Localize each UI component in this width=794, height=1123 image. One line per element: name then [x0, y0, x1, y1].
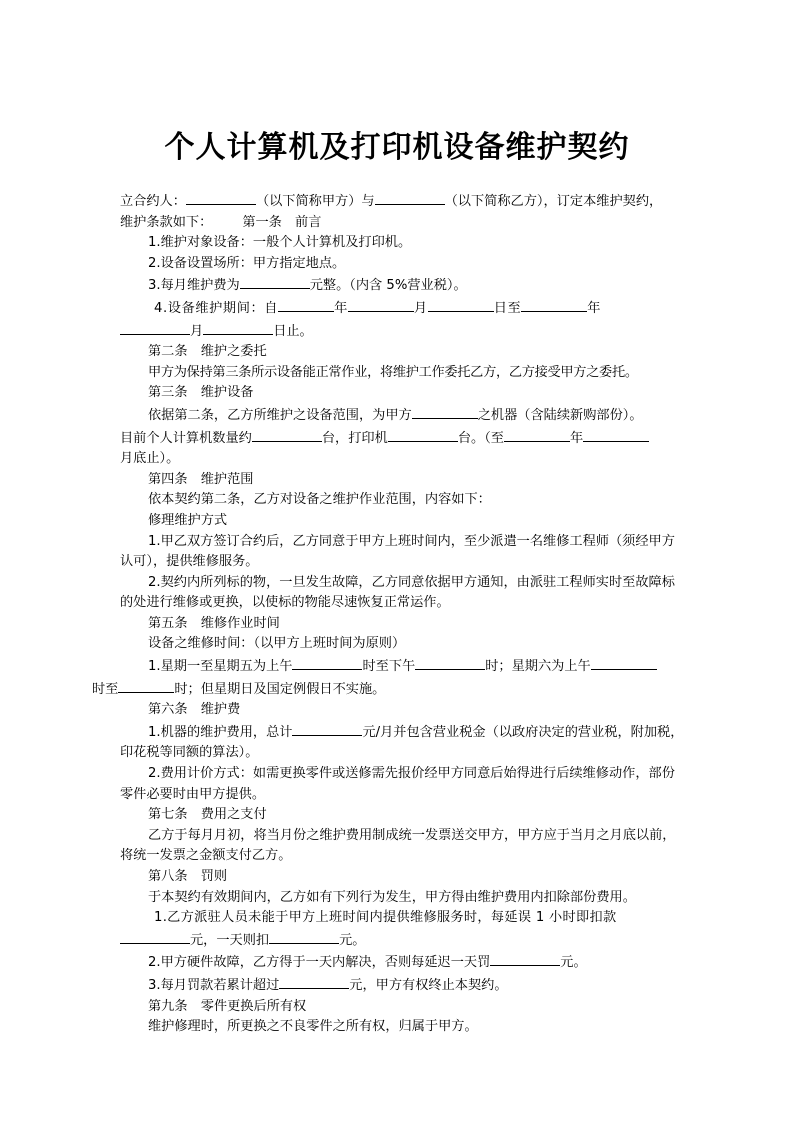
intro-text: （以下简称甲方）与	[255, 194, 375, 209]
clause-text: 年	[334, 300, 348, 316]
clause-text: 3.每月罚款若累计超过	[148, 977, 280, 993]
clause-1-4	[120, 297, 684, 320]
article-2-text: 甲方为保持第三条所示设备能正常作业，将维护工作委托乙方，乙方接受甲方之委托。	[148, 364, 638, 380]
article-4-intro: 依本契约第二条，乙方对设备之维护作业范围，内容如下：	[148, 492, 491, 508]
blank-field	[428, 297, 494, 312]
clause-8-1	[120, 908, 684, 929]
blank-field	[292, 721, 362, 736]
article-5-heading: 第五条 维修作业时间	[148, 615, 280, 631]
blank-field	[504, 427, 570, 442]
clause-1-1: 1.维护对象设备：一般个人计算机及打印机。	[148, 235, 412, 251]
article-4-heading: 第四条 维护范围	[148, 471, 254, 487]
intro-text: 维护条款如下：	[120, 214, 213, 230]
blank-field	[388, 427, 458, 442]
clause-text: 1.机器的维护费用，总计	[148, 724, 293, 740]
clause-text: 日至	[493, 300, 522, 316]
clause-text: 日止。	[273, 323, 313, 339]
article-9-text: 维护修理时，所更换之不良零件之所有权，归属于甲方。	[148, 1019, 478, 1035]
clause-5-1	[92, 655, 684, 700]
clause-text: 月	[413, 300, 428, 316]
blank-field	[118, 678, 174, 693]
clause-1-4-cont	[120, 320, 684, 343]
blank-field	[186, 190, 256, 205]
clause-text: 台，打印机	[321, 430, 388, 446]
blank-field	[348, 297, 414, 312]
blank-field	[278, 297, 334, 312]
blank-field	[120, 929, 190, 944]
intro-paragraph	[120, 190, 684, 233]
clause-text: 4.设备维护期间：自	[154, 300, 279, 316]
blank-field	[415, 655, 485, 670]
clause-text: 时至下午	[362, 659, 416, 675]
clause-text: 元/月并包含营业税金（以政府决定的营业税，附加税，印花税等同额的算法）。	[120, 724, 684, 761]
clause-text: 目前个人计算机数量约	[120, 430, 252, 446]
article-6-heading: 第六条 维护费	[148, 702, 241, 718]
clause-text: 月	[190, 323, 204, 339]
clause-text: 年	[569, 430, 584, 446]
blank-field	[521, 297, 587, 312]
blank-field	[583, 427, 649, 442]
clause-text: 元。	[339, 932, 366, 948]
document-body	[92, 190, 684, 1038]
intro-text: （以下简称乙方），订定本维护契约，	[444, 194, 663, 209]
clause-text: 1.星期一至星期五为上午	[148, 659, 293, 675]
blank-field	[490, 951, 560, 966]
clause-text: 2.甲方硬件故障，乙方得于一天内解决，否则每延迟一天罚	[148, 955, 491, 971]
blank-field	[252, 427, 322, 442]
article-3-text	[120, 404, 684, 427]
clause-text: 元。	[560, 955, 587, 971]
article-heading: 第一条 前言	[242, 214, 322, 230]
article-7-text: 乙方于每月月初，将当月份之维护费用制成统一发票送交甲方，甲方应于当月之月底以前，将统一发票之金额支付乙方。	[120, 827, 676, 864]
blank-field	[120, 320, 190, 335]
clause-text: 年	[587, 300, 602, 316]
clause-text: 时；星期六为上午	[485, 659, 591, 675]
blank-field	[240, 274, 310, 289]
blank-field	[269, 929, 339, 944]
article-3-text-cont	[120, 427, 684, 470]
article-2-heading: 第二条 维护之委托	[148, 344, 267, 360]
article-5-intro: 设备之维修时间：（以甲方上班时间为原则）	[148, 636, 406, 652]
clause-text: 月底止）。	[120, 451, 180, 467]
clause-6-2: 2.费用计价方式：如需更换零件或送修需先报价经甲方同意后始得进行后续维修动作，部份零件必要时由甲方提供。	[120, 766, 675, 802]
clause-text: 3.每月维护费为	[148, 278, 240, 294]
intro-label: 立合约人：	[120, 194, 186, 209]
document-title: 个人计算机及打印机设备维护契约	[164, 130, 630, 165]
clause-text: 之机器（含陆续新购部份）。	[477, 407, 643, 423]
blank-field	[412, 404, 478, 419]
blank-field	[279, 974, 349, 989]
clause-1-3	[120, 274, 684, 297]
blank-field	[591, 655, 657, 670]
clause-8-2	[120, 951, 684, 974]
clause-4-2: 2.契约内所列标的物，一旦发生故障，乙方同意依据甲方通知，由派驻工程师实时至故障标的处进行维修或更换，以使标的物能尽速恢复正常运作。	[120, 574, 675, 611]
clause-text: 时；但星期日及国定例假日不实施。	[174, 681, 386, 697]
blank-field	[375, 190, 445, 205]
clause-8-3	[120, 974, 684, 997]
clause-6-1	[120, 721, 684, 764]
clause-text: 元，一天则扣	[190, 932, 270, 948]
clause-text: 元整。（内含 5%营业税）。	[309, 278, 467, 294]
clause-4-1: 1.甲乙双方签订合约后，乙方同意于甲方上班时间内，至少派遣一名维修工程师（须经甲方认可），提供维修服务。	[120, 533, 675, 570]
article-8-intro: 于本契约有效期间内，乙方如有下列行为发生，甲方得由维护费用内扣除部份费用。	[148, 889, 636, 905]
clause-text: 台。（至	[457, 430, 504, 446]
clause-text: 时至	[92, 681, 119, 697]
blank-field	[292, 655, 362, 670]
clause-text: 1.乙方派驻人员未能于甲方上班时间内提供维修服务时，每延误 1 小时即扣款	[154, 910, 617, 926]
article-7-heading: 第七条 费用之支付	[148, 807, 267, 823]
blank-field	[203, 320, 273, 335]
article-4-subheading: 修理维护方式	[148, 512, 228, 528]
clause-8-1-cont	[120, 929, 684, 952]
article-3-heading: 第三条 维护设备	[148, 385, 254, 401]
article-9-heading: 第九条 零件更换后所有权	[148, 998, 307, 1014]
article-8-heading: 第八条 罚则	[148, 869, 228, 884]
clause-1-2: 2.设备设置场所：甲方指定地点。	[148, 255, 346, 271]
clause-text: 元，甲方有权终止本契约。	[349, 977, 508, 993]
clause-text: 依据第二条，乙方所维护之设备范围，为甲方	[148, 407, 412, 423]
